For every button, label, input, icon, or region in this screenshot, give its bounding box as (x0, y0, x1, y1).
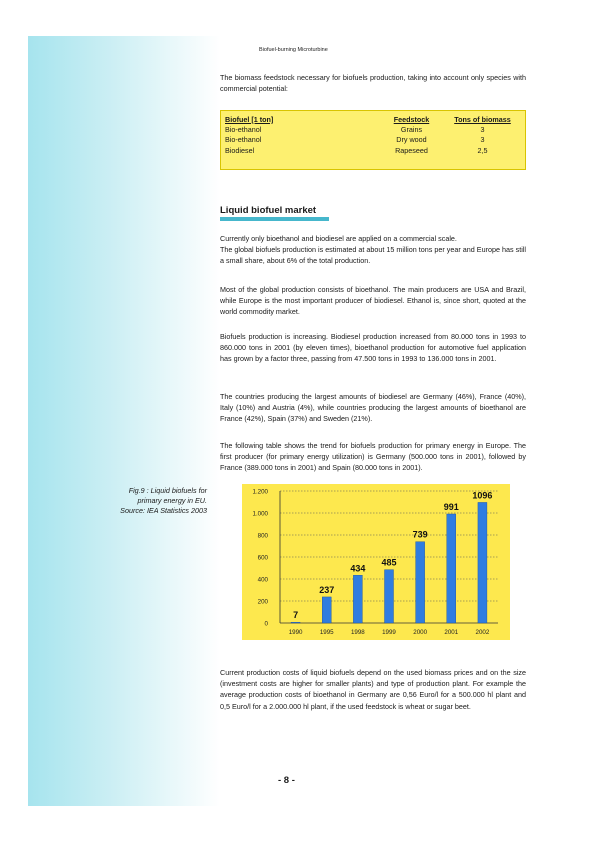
table-cell: Rapeseed (395, 145, 428, 155)
data-label: 991 (443, 501, 459, 512)
x-tick-label: 2001 (444, 629, 459, 636)
column-header: Tons of biomass (454, 114, 511, 124)
bar (416, 542, 425, 623)
table-row (225, 124, 521, 135)
intro-paragraph: The biomass feedstock necessary for biofuels production, taking into account only species with commercial potential: (220, 73, 526, 94)
data-label: 739 (412, 529, 428, 540)
section-title: Liquid biofuel market (220, 205, 317, 216)
paragraph-3: Biofuels production is increasing. Biodiesel production increased from 80.000 tons in 1993 to 860.000 tons in 2001 (by eleven times), bioethanol production for automotive fuel application has grown by a factor three, passing from 47.500 tons in 1993 to 136.000 tons in 2001. (220, 332, 526, 364)
x-tick-label: 2002 (475, 629, 490, 636)
data-label: 434 (350, 563, 366, 574)
chart-background (242, 484, 510, 640)
x-tick-label: 1990 (288, 629, 303, 636)
table-header-row (225, 114, 521, 124)
paragraph-6: Current production costs of liquid biofuels depend on the used biomass prices and on the size (investment costs are higher for smaller plants) and type of production plant. For example the average production costs of bioethanol in Germany are 0,56 Euro/l for a 500.000 hl plant and 0,5 Euro/l for a 2.000.000 hl plant, if the used feedstock is wheat or sugar beet. (220, 668, 526, 711)
sidebar-gradient (28, 36, 220, 806)
section-underline (220, 217, 329, 221)
y-tick-label: 1.000 (252, 510, 268, 518)
data-label: 1096 (472, 490, 493, 501)
table-cell: Bio-ethanol (225, 135, 262, 145)
y-tick-label: 0 (264, 620, 268, 628)
running-header: Biofuel-burning Microturbine (259, 47, 328, 53)
y-tick-label: 200 (257, 598, 268, 606)
data-label: 237 (319, 584, 335, 595)
table-row (225, 145, 521, 156)
bar (322, 597, 331, 623)
y-tick-label: 1.200 (252, 488, 268, 496)
table-cell: Bio-ethanol (225, 124, 262, 134)
page-number: - 8 - (278, 775, 295, 786)
x-tick-label: 2000 (413, 629, 428, 636)
x-tick-label: 1999 (382, 629, 396, 636)
biomass-table (220, 110, 526, 170)
y-tick-label: 600 (257, 554, 268, 562)
bar (385, 570, 394, 623)
paragraph-5: The following table shows the trend for biofuels production for primary energy in Europe. The first producer (for primary energy utilization) is Germany (500.000 tons in 2001), followed by France (389.000 tons in 2001) and Spain (80.000 tons in 2001). (220, 441, 526, 473)
bar (447, 514, 456, 623)
x-tick-label: 1995 (319, 629, 334, 636)
x-tick-label: 1998 (350, 629, 365, 636)
bar (478, 502, 487, 623)
paragraph-4: The countries producing the largest amounts of biodiesel are Germany (46%), France (40%), Italy (10%) and Austria (4%), while countries producing the largest amounts of bioethanol are France (42%), Spain (37%) and Sweden (21%). (220, 392, 526, 424)
data-label: 7 (293, 610, 299, 621)
bar (353, 575, 362, 623)
y-tick-label: 400 (257, 576, 268, 584)
table-cell: 3 (480, 135, 485, 145)
paragraph-2: Most of the global production consists of bioethanol. The main producers are USA and Brazil, while Europe is the most important producer of biodiesel. Ethanol is, since short, quoted at the world commodity market. (220, 285, 526, 317)
table-cell: 3 (480, 124, 485, 134)
table-row (225, 135, 521, 146)
figure-caption: Fig.9 : Liquid biofuels for primary energy in EU. Source: IEA Statistics 2003 (120, 486, 207, 515)
column-header: Feedstock (393, 114, 430, 124)
data-label: 485 (381, 557, 397, 568)
table-cell: Grains (400, 124, 423, 134)
y-tick-label: 800 (257, 532, 268, 540)
table-cell: Dry wood (396, 135, 427, 145)
bar (291, 622, 300, 623)
paragraph-1: Currently only bioethanol and biodiesel are applied on a commercial scale. The global biofuels production is estimated at about 15 million tons per year and Europe has still a small share, about 6% of the total production. (220, 234, 526, 266)
bar-chart (242, 484, 510, 640)
table-cell: Biodiesel (225, 145, 255, 155)
table-cell: 2,5 (477, 145, 488, 155)
column-header: Biofuel [1 ton] (225, 114, 274, 124)
